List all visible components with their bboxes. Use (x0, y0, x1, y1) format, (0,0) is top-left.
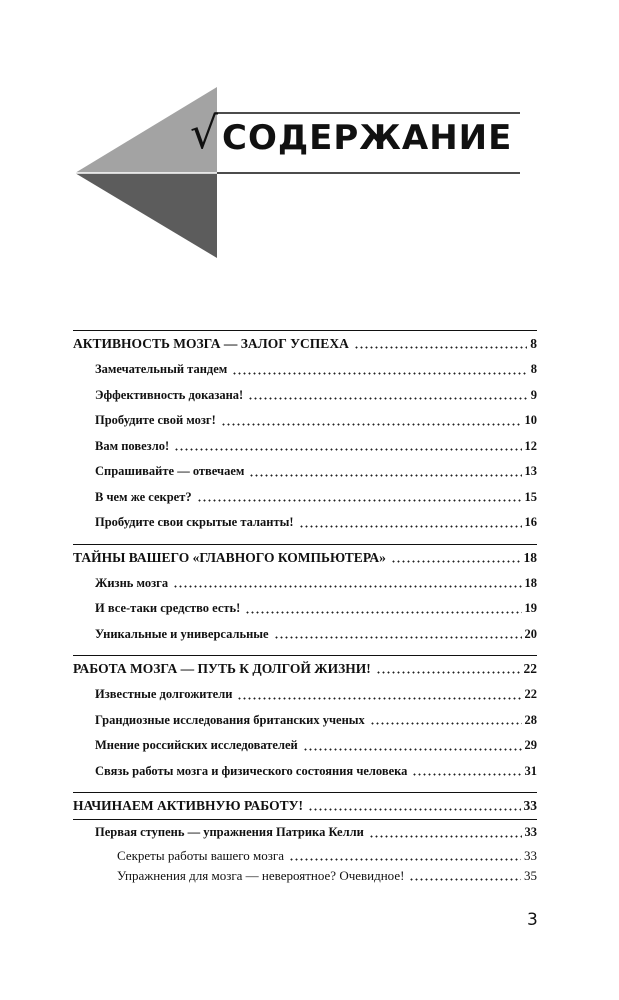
dot-leader (221, 422, 522, 426)
page-ref: 13 (524, 464, 537, 479)
page-ref: 18 (523, 549, 537, 565)
toc-section[interactable] (73, 596, 537, 622)
page-ref: 31 (524, 763, 537, 778)
section-title: Жизнь мозга (95, 575, 169, 590)
section-title: Грандиозные исследования британских ученых (95, 712, 365, 727)
dot-leader (354, 345, 527, 349)
toc-section[interactable] (73, 571, 537, 597)
toc-section[interactable] (73, 434, 537, 460)
contents-header (0, 0, 619, 270)
dot-leader (197, 498, 522, 502)
triangle-lower-half (75, 173, 217, 258)
toc-section[interactable] (73, 510, 537, 536)
dot-leader (370, 721, 522, 725)
section-title: Уникальные и универсальные (95, 626, 269, 641)
dot-leader (376, 670, 521, 674)
toc-chapter[interactable] (73, 545, 537, 571)
section-title: Замечательный тандем (95, 362, 228, 377)
page-ref: 29 (524, 738, 537, 753)
toc-section[interactable] (73, 459, 537, 485)
page-title: СОДЕРЖАНИЕ (222, 118, 513, 158)
section-title: Вам повезло! (95, 438, 170, 453)
dot-leader (303, 747, 522, 751)
page-ref: 10 (524, 413, 537, 428)
page-ref: 8 (530, 362, 537, 377)
toc-section[interactable] (73, 682, 537, 708)
dot-leader (274, 635, 522, 639)
radical-symbol: √ (190, 108, 219, 159)
toc-chapter[interactable] (73, 656, 537, 682)
dot-leader (412, 772, 521, 776)
section-title: Пробудите свои скрытые таланты! (95, 515, 294, 530)
page-ref: 16 (524, 515, 537, 530)
page-ref: 19 (524, 601, 537, 616)
dot-leader (299, 524, 522, 528)
section-title: Связь работы мозга и физического состояния человека (95, 763, 408, 778)
section-title: Спрашивайте — отвечаем (95, 464, 245, 479)
toc-section[interactable] (73, 383, 537, 409)
toc-chapter[interactable] (73, 331, 537, 357)
dot-leader (289, 857, 521, 861)
toc-section[interactable] (73, 357, 537, 383)
toc-section[interactable] (73, 408, 537, 434)
page-ref: 33 (524, 847, 537, 863)
toc-chapter[interactable] (73, 793, 537, 819)
toc-subsection[interactable] (73, 846, 537, 866)
chapter-title: НАЧИНАЕМ АКТИВНУЮ РАБОТУ! (73, 798, 304, 813)
page-ref: 33 (523, 798, 537, 813)
page-ref: 18 (524, 575, 537, 590)
section-title: Пробудите свой мозг! (95, 413, 216, 428)
dot-leader (249, 473, 521, 477)
section-title: В чем же секрет? (95, 489, 192, 504)
page-ref: 9 (530, 387, 537, 402)
subsection-title: Упражнения для мозга — невероятное? Очевидное! (117, 867, 405, 883)
page-ref: 15 (524, 489, 537, 504)
toc-section[interactable] (73, 622, 537, 648)
chapter-title: АКТИВНОСТЬ МОЗГА — ЗАЛОГ УСПЕХА (73, 336, 349, 351)
dot-leader (369, 834, 522, 838)
toc-section[interactable] (73, 485, 537, 511)
dot-leader (248, 396, 528, 400)
section-title: И все-таки средство есть! (95, 601, 241, 616)
dot-leader (174, 447, 521, 451)
dot-leader (232, 371, 527, 375)
page-ref: 22 (524, 687, 537, 702)
page-ref: 35 (524, 867, 537, 883)
page-ref: 20 (524, 626, 537, 641)
subsection-title: Секреты работы вашего мозга (117, 847, 284, 863)
toc-section[interactable] (73, 820, 537, 846)
toc-section[interactable] (73, 733, 537, 759)
dot-leader (173, 584, 521, 588)
dot-leader (308, 807, 520, 811)
page-ref: 33 (524, 825, 537, 840)
section-title: Известные долгожители (95, 687, 233, 702)
chapter-title: ТАЙНЫ ВАШЕГО «ГЛАВНОГО КОМПЬЮТЕРА» (73, 549, 386, 565)
section-title: Первая ступень — упражнения Патрика Келли (95, 825, 364, 840)
page-number: 3 (527, 910, 538, 930)
section-title: Мнение российских исследователей (95, 738, 298, 753)
dot-leader (245, 610, 521, 614)
section-title: Эффективность доказана! (95, 387, 244, 402)
toc-section[interactable] (73, 759, 537, 785)
page-ref: 8 (530, 336, 537, 351)
table-of-contents (73, 330, 537, 886)
chapter-title: РАБОТА МОЗГА — ПУТЬ К ДОЛГОЙ ЖИЗНИ! (73, 661, 371, 676)
toc-section[interactable] (73, 708, 537, 734)
page-ref: 12 (524, 438, 537, 453)
dot-leader (409, 877, 521, 881)
toc-subsection[interactable] (73, 866, 537, 886)
page-ref: 28 (524, 712, 537, 727)
page-ref: 22 (523, 661, 537, 676)
dot-leader (391, 559, 521, 563)
dot-leader (237, 696, 521, 700)
